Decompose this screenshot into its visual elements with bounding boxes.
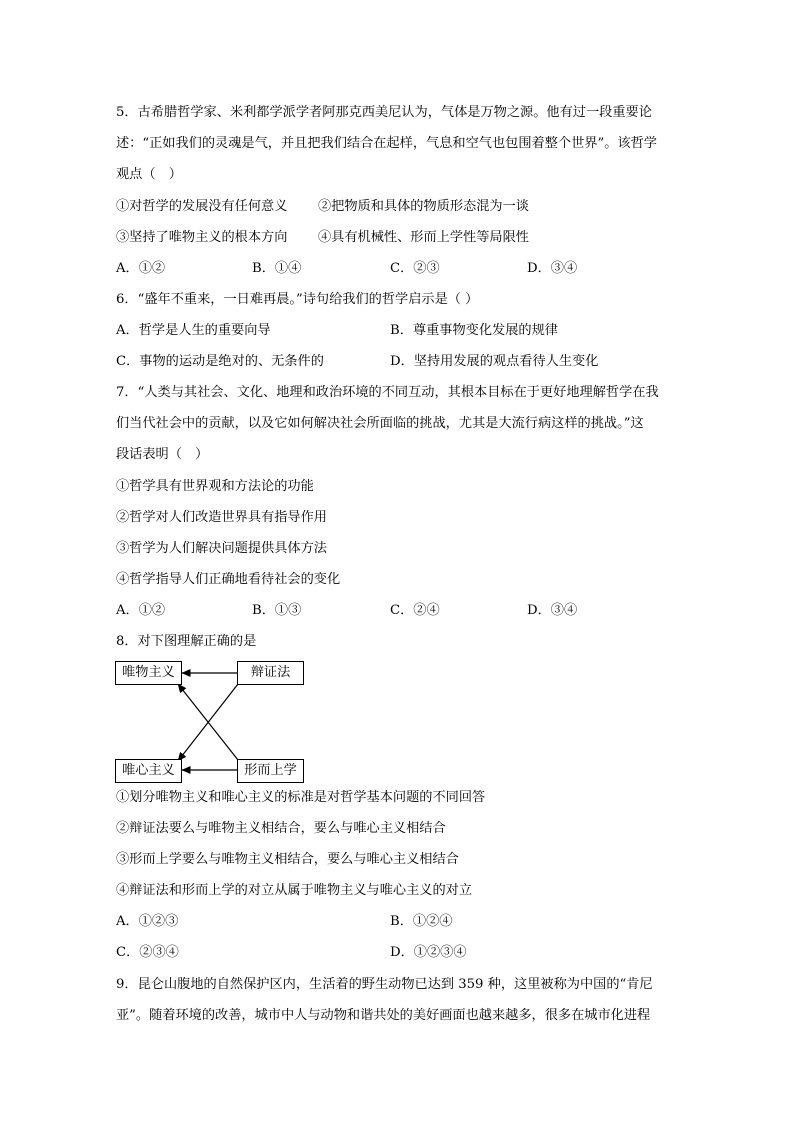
q7-stem-line-3: 段话表明（ ） [116,447,209,462]
q6-option-c[interactable]: C．事物的运动是绝对的、无条件的 [116,354,324,369]
q8-statement-2: ②辩证法要么与唯物主义相结合，要么与唯心主义相结合 [116,821,446,836]
q8-statement-3: ③形而上学要么与唯物主义相结合，要么与唯心主义相结合 [116,852,459,867]
q5-stem-line-3: 观点（ ） [116,167,182,182]
q5-stem-line-1: 5．古希腊哲学家、米利都学派学者阿那克西美尼认为，气体是万物之源。他有过一段重要论 [116,105,652,120]
q5-option-d[interactable]: D．③④ [527,261,578,276]
q9-stem-line-2: 亚”。随着环境的改善，城市中人与动物和谐共处的美好画面也越来越多，很多在城市化进程 [116,1008,651,1023]
q8-option-d[interactable]: D．①②③④ [390,945,467,960]
q8-option-b[interactable]: B．①②④ [390,914,453,929]
q5-option-b[interactable]: B．①④ [252,261,302,276]
q5-option-a[interactable]: A．①② [116,261,166,276]
q7-statement-2: ②哲学对人们改造世界具有指导作用 [116,510,327,525]
box-materialism: 唯物主义 [115,661,182,685]
box-idealism: 唯心主义 [115,759,182,783]
q6-option-b[interactable]: B．尊重事物变化发展的规律 [390,323,558,338]
q7-statement-3: ③哲学为人们解决问题提供具体方法 [116,541,327,556]
q5-statement-3: ③坚持了唯物主义的根本方向 [116,230,288,245]
q7-statement-4: ④哲学指导人们正确地看待社会的变化 [116,572,341,587]
q8-stem-line-1: 8．对下图理解正确的是 [116,634,257,649]
q7-option-c[interactable]: C．②④ [390,603,440,618]
q8-statement-4: ④辩证法和形而上学的对立从属于唯物主义与唯心主义的对立 [116,883,473,898]
q6-option-d[interactable]: D．坚持用发展的观点看待人生变化 [390,354,599,369]
q7-statement-1: ①哲学具有世界观和方法论的功能 [116,479,314,494]
q5-statement-1: ①对哲学的发展没有任何意义 [116,199,288,214]
q5-statement-2: ②把物质和具体的物质形态混为一谈 [318,199,529,214]
q8-option-c[interactable]: C．②③④ [116,945,179,960]
box-metaphysics: 形而上学 [237,759,304,783]
q7-stem-line-2: 们当代社会中的贡献，以及它如何解决社会所面临的挑战，尤其是大流行病这样的挑战。”这 [116,416,644,431]
q5-option-c[interactable]: C．②③ [390,261,440,276]
box-dialectics: 辩证法 [237,661,304,685]
q9-stem-line-1: 9．昆仑山腹地的自然保护区内，生活着的野生动物已达到 359 种，这里被称为中国的“肯尼 [116,977,653,992]
q7-option-b[interactable]: B．①③ [252,603,302,618]
q6-stem-line-1: 6．“盛年不重来，一日难再晨。”诗句给我们的哲学启示是（ ） [116,292,479,307]
q7-stem-line-1: 7．“人类与其社会、文化、地理和政治环境的不同互动，其根本目标在于更好地理解哲学在我 [116,385,659,400]
q6-option-a[interactable]: A．哲学是人生的重要向导 [116,323,271,338]
q8-statement-1: ①划分唯物主义和唯心主义的标准是对哲学基本问题的不同回答 [116,790,486,805]
q5-stem-line-2: 述：“正如我们的灵魂是气，并且把我们结合在起样，气息和空气也包围着整个世界”。该哲学 [116,136,657,151]
q7-option-a[interactable]: A．①② [116,603,166,618]
q8-option-a[interactable]: A．①②③ [116,914,179,929]
q5-statement-4: ④具有机械性、形而上学性等局限性 [318,230,529,245]
q7-option-d[interactable]: D．③④ [527,603,578,618]
